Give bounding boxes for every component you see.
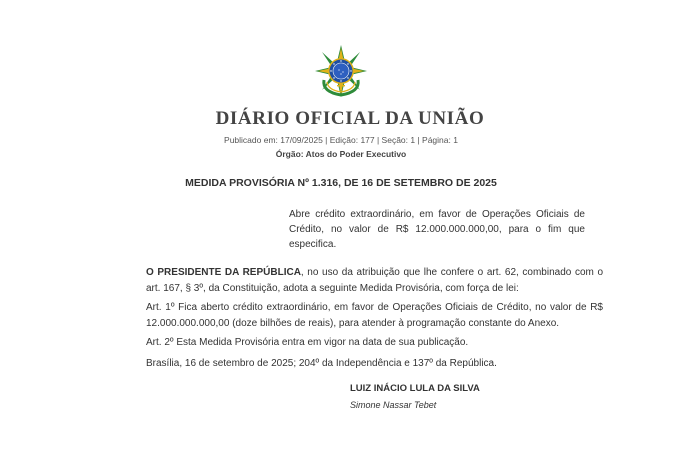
article-2: Art. 2º Esta Medida Provisória entra em vigor na data de sua publicação.	[146, 337, 469, 348]
signature-name: LUIZ INÁCIO LULA DA SILVA	[350, 383, 480, 394]
preamble	[128, 265, 603, 296]
closing-date: Brasília, 16 de setembro de 2025; 204º da Independência e 137º da República.	[146, 358, 497, 369]
publication-info: Publicado em: 17/09/2025 | Edição: 177 | Seção: 1 | Página: 1	[224, 135, 458, 145]
newspaper-title: DIÁRIO OFICIAL DA UNIÃO	[215, 108, 485, 129]
issuing-organ	[0, 149, 682, 159]
issuing-organ-label: Órgão: Atos do Poder Executivo	[275, 149, 407, 159]
brazil-coat-of-arms-icon	[314, 44, 368, 98]
signature-cosigner: Simone Nassar Tebet	[350, 400, 437, 410]
ementa: Abre crédito extraordinário, em favor de Operações Oficiais de Crédito, no valor de R$ 12.000.000.000,00, para o fim que especifica.	[289, 209, 585, 250]
preamble-lead: O PRESIDENTE DA REPÚBLICA	[146, 267, 301, 278]
article-1: Art. 1º Fica aberto crédito extraordinário, em favor de Operações Oficiais de Crédito, no valor de R$ 12.000.000.000,00 (doze bilhões de reais), para atender à programação constante do Anexo.	[146, 302, 603, 329]
document-title: MEDIDA PROVISÓRIA Nº 1.316, DE 16 DE SETEMBRO DE 2025	[185, 177, 497, 189]
preamble-rest: , no uso da atribuição que lhe confere o art. 62, combinado com o art. 167, § 3º, da Constituição, adota a seguinte Medida Provisória, com força de lei:	[146, 267, 604, 294]
